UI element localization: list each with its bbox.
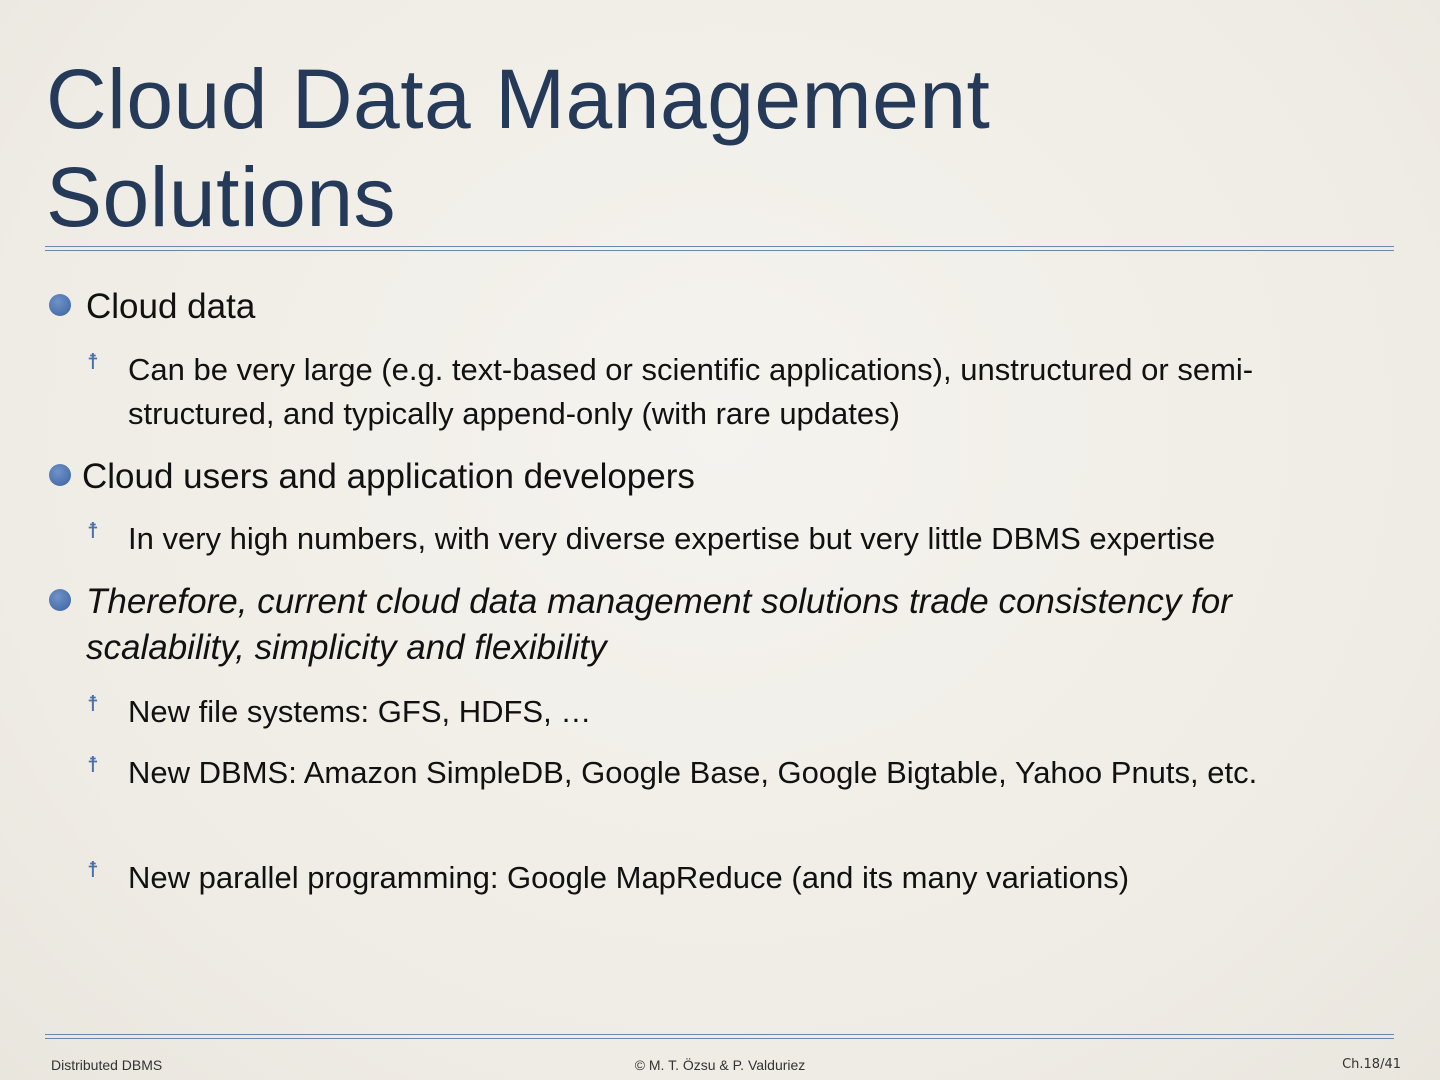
dagger-icon: ☨ — [87, 519, 99, 544]
sub-bullet-text: Can be very large (e.g. text-based or scientific applications), unstructured or semi-structured, and typically append-only (with rare updates) — [128, 352, 1254, 431]
footer-copyright: © M. T. Özsu & P. Valduriez — [634, 1057, 806, 1073]
sub-bullet-new-dbms — [87, 751, 1388, 795]
slide-title-line-1: Cloud Data Management — [46, 52, 991, 146]
sub-bullet-large-data — [87, 348, 1388, 436]
footer-slide-number: Ch.18/41 — [1342, 1057, 1401, 1072]
footer-course-name: Distributed DBMS — [51, 1057, 163, 1073]
sub-bullet-file-systems — [87, 690, 1388, 734]
dagger-icon: ☨ — [87, 350, 99, 375]
sub-bullet-text: New DBMS: Amazon SimpleDB, Google Base, Google Bigtable, Yahoo Pnuts, etc. — [128, 755, 1258, 790]
blue-dot-bullet-icon — [49, 589, 71, 611]
dagger-icon: ☨ — [87, 753, 99, 778]
title-divider — [45, 246, 1394, 251]
sub-bullet-text: New parallel programming: Google MapReduce (and its many variations) — [128, 860, 1130, 895]
sub-bullet-parallel-programming — [87, 856, 1388, 900]
blue-dot-bullet-icon — [49, 294, 71, 316]
sub-bullet-text: In very high numbers, with very diverse expertise but very little DBMS expertise — [128, 521, 1216, 556]
blue-dot-bullet-icon — [49, 464, 71, 486]
dagger-icon: ☨ — [87, 692, 99, 717]
slide-title-line-2: Solutions — [46, 150, 397, 244]
bullet-cloud-users — [82, 454, 1382, 500]
sub-bullet-high-numbers — [87, 517, 1388, 561]
sub-bullet-text: New file systems: GFS, HDFS, … — [128, 694, 592, 729]
slide-title — [46, 50, 1346, 246]
bullet-text: Cloud data — [86, 287, 256, 326]
bullet-text: Cloud users and application developers — [82, 457, 695, 496]
bullet-therefore — [86, 579, 1386, 671]
bullet-text: Therefore, current cloud data management solutions trade consistency for scalability, simplicity and flexibility — [86, 582, 1232, 667]
footer-divider — [45, 1034, 1394, 1039]
bullet-cloud-data — [86, 284, 1386, 330]
dagger-icon: ☨ — [87, 858, 99, 883]
